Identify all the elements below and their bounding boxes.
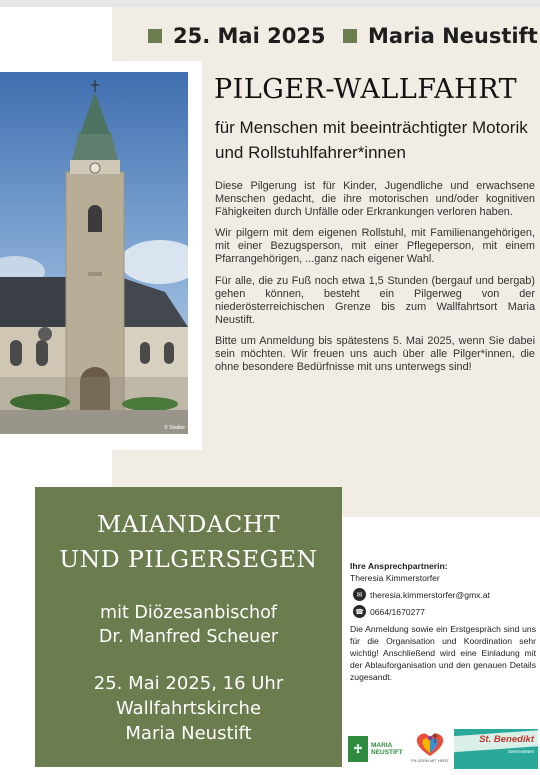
contact-email-row — [350, 588, 536, 601]
event-box — [35, 487, 342, 767]
square-bullet-icon — [148, 29, 162, 43]
contact-heading: Ihre Ansprechpartnerin: — [350, 561, 448, 571]
header-place — [343, 24, 538, 48]
church-photo — [0, 72, 188, 434]
contact-block — [350, 561, 536, 683]
event-celebrant: mit Diözesanbischof Dr. Manfred Scheuer — [98, 603, 279, 647]
header-place-text: Maria Neustift — [368, 24, 538, 48]
pilger-logo-text: PILGERN MIT HERZ — [411, 758, 449, 763]
description-paragraph: Wir pilgern mit dem eigenen Rollstuhl, mit Familienangehörigen, mit einer Bezugsperson, mit einer Pflegeperson, mit einem Pfarrangehörigen, ...ganz nach eigener Wahl. — [215, 227, 535, 266]
maria-neustift-logo — [348, 729, 408, 769]
contact-name: Theresia Kimmerstorfer — [350, 573, 440, 583]
email-icon: ✉ — [353, 588, 366, 601]
event-title: MAIANDACHT UND PILGERSEGEN — [59, 510, 318, 573]
description-paragraph: Diese Pilgerung ist für Kinder, Jugendliche und erwachsene Menschen gedacht, die ihre motorischen und/oder kognitiven Fähigkeiten durch Unfälle oder Erkrankungen verloren haben. — [215, 180, 535, 219]
st-benedikt-logo-title: St. Benedikt — [479, 734, 534, 745]
pilger-heart-icon — [410, 729, 450, 759]
page-title: PILGER-WALLFAHRT — [214, 74, 518, 105]
contact-note: Die Anmeldung sowie ein Erstgespräch sind uns für die Organisation und Koordination sehr wichtig! Anschließend wird eine Einladung mit der Ablauforganisation und den genauen Details zugesandt. — [350, 624, 536, 682]
pilger-logo — [410, 729, 450, 769]
contact-email[interactable]: theresia.kimmerstorfer@gmx.at — [370, 589, 490, 600]
top-strip — [0, 0, 540, 7]
description-paragraph: Bitte um Anmeldung bis spätestens 5. Mai 2025, wenn Sie dabei sein möchten. Wir freuen uns auch über alle Pilger*innen, die ohne besondere Bedürfnisse mit uns unterwegs sind! — [215, 334, 535, 374]
description-paragraph: Für alle, die zu Fuß noch etwa 1,5 Stunden (bergauf und bergab) gehen können, besteht ein Pilgerweg von der niederösterreichischen Grenze bis zum Wallfahrtsort Maria Neustift. — [215, 274, 535, 326]
church-illustration — [0, 72, 188, 434]
square-bullet-icon — [343, 29, 357, 43]
description — [215, 180, 535, 382]
page-subtitle: für Menschen mit beeinträchtigter Motorik und Rollstuhlfahrer*innen — [215, 118, 528, 162]
photo-credit: © Stadler — [164, 425, 185, 431]
event-date-location: 25. Mai 2025, 16 Uhr Wallfahrtskirche Maria Neustift — [93, 673, 284, 744]
logo-row — [348, 729, 538, 769]
contact-phone-row — [350, 605, 536, 618]
phone-icon: ☎ — [353, 605, 366, 618]
maria-neustift-logo-text: MARIA NEUSTIFT — [371, 742, 403, 756]
st-benedikt-logo-subtitle: Seitenstetten — [507, 749, 534, 754]
header-date — [148, 24, 326, 48]
header-date-text: 25. Mai 2025 — [173, 24, 326, 48]
chalice-icon: ♱ — [348, 736, 368, 762]
st-benedikt-logo — [454, 729, 538, 769]
contact-phone[interactable]: 0664/1670277 — [370, 606, 425, 617]
